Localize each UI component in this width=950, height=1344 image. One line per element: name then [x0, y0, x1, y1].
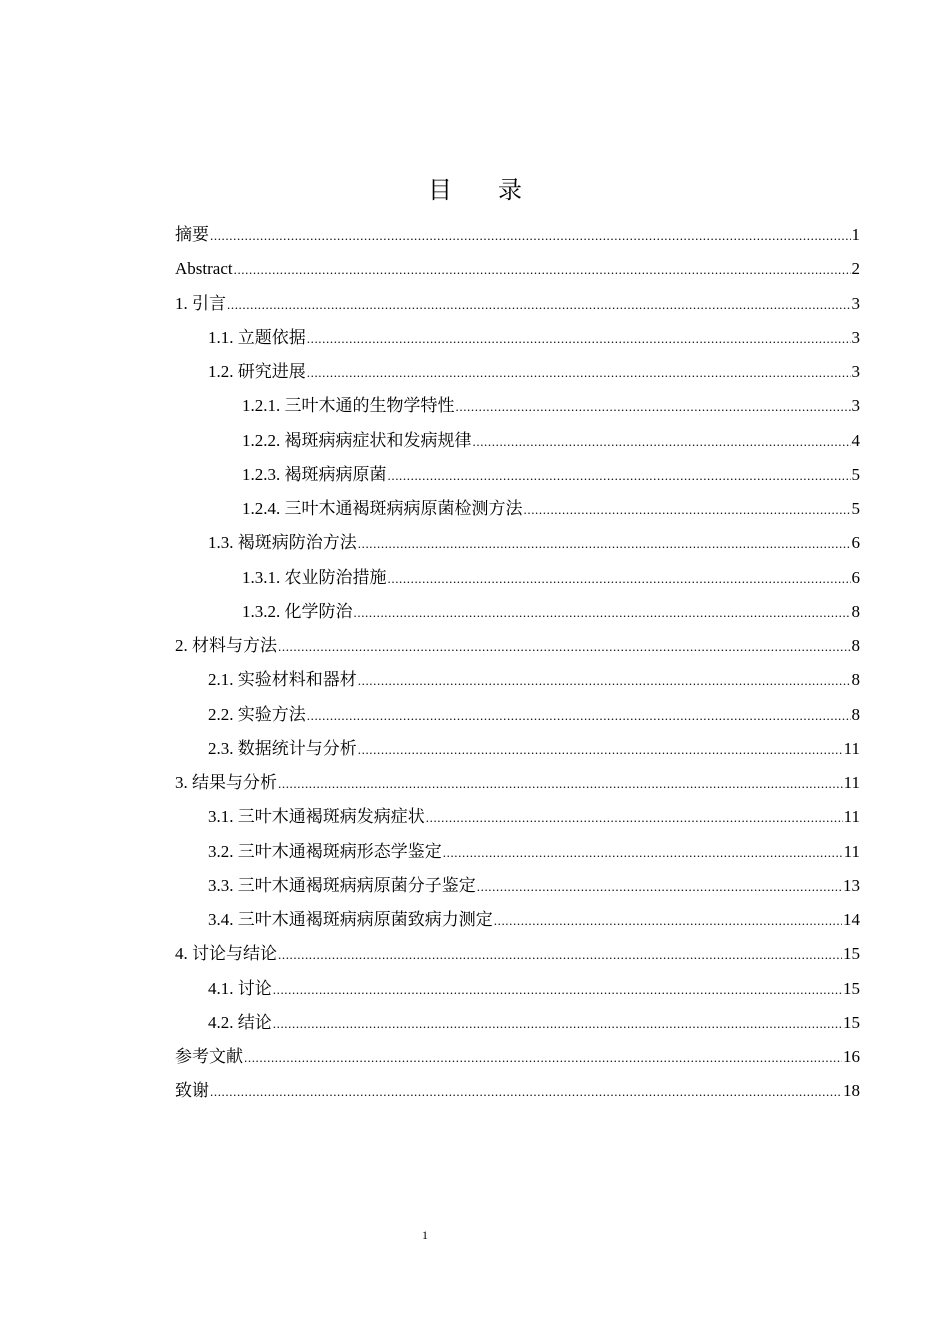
toc-entry-title: 1. 引言 — [175, 293, 226, 313]
toc-entry[interactable] — [175, 800, 860, 834]
toc-entry[interactable] — [175, 1006, 860, 1040]
toc-entry[interactable] — [175, 526, 860, 560]
toc-dot-leader — [210, 1075, 842, 1109]
toc-entry[interactable] — [175, 321, 860, 355]
toc-entry-title: 1.2. 研究进展 — [208, 362, 306, 381]
toc-dot-leader — [524, 493, 851, 527]
toc-entry[interactable] — [175, 424, 860, 458]
toc-dot-leader — [210, 219, 851, 253]
toc-entry-page: 15 — [843, 978, 860, 998]
toc-dot-leader — [273, 973, 842, 1007]
toc-dot-leader — [473, 425, 851, 459]
table-of-contents — [175, 218, 860, 1109]
toc-entry-title: 1.1. 立题依据 — [208, 327, 306, 347]
toc-entry[interactable] — [175, 458, 860, 492]
toc-entry-title: 3.1. 三叶木通褐斑病发病症状 — [208, 807, 425, 827]
toc-entry-page: 16 — [843, 1047, 860, 1066]
title-char-2: 录 — [498, 178, 522, 204]
toc-entry-title: 4.2. 结论 — [208, 1012, 272, 1032]
toc-dot-leader — [358, 527, 851, 561]
toc-entry-title: 1.3. 褐斑病防治方法 — [208, 533, 357, 553]
toc-entry-page: 11 — [843, 773, 860, 792]
toc-dot-leader — [426, 801, 843, 835]
toc-entry-title: 2.2. 实验方法 — [208, 704, 306, 724]
toc-dot-leader — [443, 836, 843, 870]
toc-entry-page: 8 — [851, 704, 860, 724]
toc-entry-title: 3.4. 三叶木通褐斑病病原菌致病力测定 — [208, 910, 493, 929]
toc-dot-leader — [307, 699, 851, 733]
toc-dot-leader — [494, 904, 842, 938]
toc-entry-page: 14 — [843, 910, 860, 929]
toc-entry[interactable] — [175, 937, 860, 971]
page-number: 1 — [422, 1228, 428, 1242]
toc-entry-page: 1 — [851, 225, 860, 244]
toc-entry-title: 3.2. 三叶木通褐斑病形态学鉴定 — [208, 841, 442, 861]
toc-entry-page: 15 — [843, 944, 860, 964]
toc-entry-page: 8 — [851, 601, 860, 621]
toc-dot-leader — [234, 253, 851, 287]
toc-dot-leader — [278, 767, 843, 801]
toc-entry-page: 3 — [851, 362, 860, 381]
toc-entry[interactable] — [175, 252, 860, 286]
toc-entry-page: 3 — [851, 396, 860, 416]
toc-entry-page: 8 — [851, 636, 860, 655]
page-title — [0, 170, 950, 205]
toc-entry-title: 1.2.3. 褐斑病病原菌 — [242, 464, 387, 484]
toc-entry-page: 5 — [851, 499, 860, 518]
toc-entry-page: 3 — [851, 293, 860, 313]
toc-dot-leader — [477, 870, 842, 904]
toc-dot-leader — [388, 459, 851, 493]
toc-dot-leader — [358, 733, 843, 767]
toc-entry[interactable] — [175, 698, 860, 732]
toc-entry[interactable] — [175, 663, 860, 697]
toc-dot-leader — [307, 322, 851, 356]
toc-entry[interactable] — [175, 835, 860, 869]
toc-entry[interactable] — [175, 287, 860, 321]
toc-entry[interactable] — [175, 869, 860, 903]
toc-entry-page: 18 — [843, 1081, 860, 1101]
toc-entry-page: 15 — [843, 1012, 860, 1032]
toc-entry[interactable] — [175, 1074, 860, 1108]
toc-entry-page: 11 — [843, 738, 860, 758]
toc-entry-page: 8 — [851, 670, 860, 690]
toc-entry[interactable] — [175, 595, 860, 629]
toc-entry[interactable] — [175, 732, 860, 766]
toc-entry[interactable] — [175, 972, 860, 1006]
toc-dot-leader — [227, 288, 851, 322]
toc-dot-leader — [273, 1007, 842, 1041]
toc-entry[interactable] — [175, 629, 860, 663]
toc-dot-leader — [278, 938, 842, 972]
toc-entry-title: 3. 结果与分析 — [175, 773, 277, 792]
toc-entry[interactable] — [175, 766, 860, 800]
toc-dot-leader — [456, 390, 851, 424]
toc-entry-title: 1.2.1. 三叶木通的生物学特性 — [242, 396, 455, 416]
toc-dot-leader — [307, 356, 851, 390]
toc-entry[interactable] — [175, 903, 860, 937]
toc-entry-title: 参考文献 — [175, 1047, 243, 1066]
toc-entry[interactable] — [175, 389, 860, 423]
toc-entry-title: 2. 材料与方法 — [175, 636, 277, 655]
toc-entry-title: Abstract — [175, 259, 233, 279]
toc-dot-leader — [358, 664, 851, 698]
toc-entry-page: 5 — [851, 464, 860, 484]
toc-entry-title: 2.1. 实验材料和器材 — [208, 670, 357, 690]
toc-entry-page: 6 — [851, 533, 860, 553]
toc-entry-title: 1.2.2. 褐斑病病症状和发病规律 — [242, 430, 472, 450]
toc-dot-leader — [278, 630, 851, 664]
toc-entry-title: 1.3.2. 化学防治 — [242, 601, 353, 621]
toc-entry[interactable] — [175, 561, 860, 595]
toc-entry-title: 2.3. 数据统计与分析 — [208, 738, 357, 758]
toc-dot-leader — [244, 1041, 842, 1075]
toc-dot-leader — [388, 562, 851, 596]
toc-entry[interactable] — [175, 218, 860, 252]
toc-entry-page: 2 — [851, 259, 860, 279]
toc-entry-page: 3 — [851, 327, 860, 347]
toc-entry-title: 3.3. 三叶木通褐斑病病原菌分子鉴定 — [208, 875, 476, 895]
toc-entry-page: 13 — [843, 875, 860, 895]
toc-entry-title: 1.3.1. 农业防治措施 — [242, 567, 387, 587]
toc-entry[interactable] — [175, 492, 860, 526]
toc-entry-page: 4 — [851, 430, 860, 450]
toc-entry-page: 11 — [843, 841, 860, 861]
toc-entry-page: 11 — [843, 807, 860, 827]
toc-entry[interactable] — [175, 1040, 860, 1074]
toc-entry-title: 4.1. 讨论 — [208, 978, 272, 998]
toc-entry[interactable] — [175, 355, 860, 389]
toc-entry-title: 4. 讨论与结论 — [175, 944, 277, 964]
toc-entry-title: 1.2.4. 三叶木通褐斑病病原菌检测方法 — [242, 499, 523, 518]
toc-dot-leader — [354, 596, 851, 630]
toc-entry-title: 致谢 — [175, 1081, 209, 1101]
title-char-1: 目 — [428, 178, 452, 204]
toc-entry-title: 摘要 — [175, 225, 209, 244]
toc-entry-page: 6 — [851, 567, 860, 587]
